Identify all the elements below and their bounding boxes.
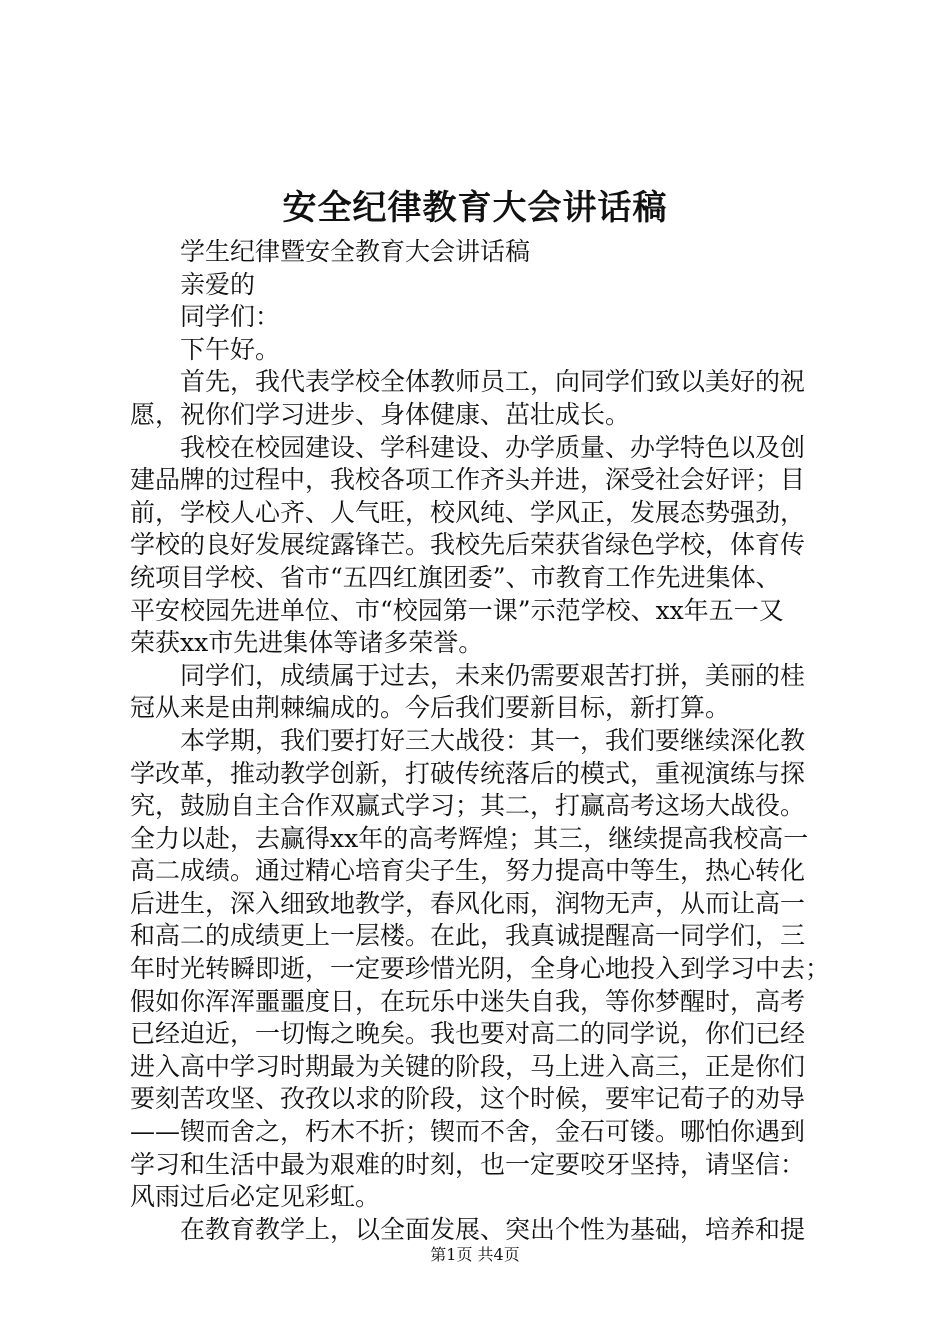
text-line: 愿，祝你们学习进步、身体健康、茁壮成长。 xyxy=(130,399,631,429)
text-line: 年时光转瞬即逝，一定要珍惜光阴，全身心地投入到学习中去； xyxy=(130,954,830,984)
text-line: ——锲而舍之，朽木不折；锲而不舍，金石可镂。哪怕你遇到 xyxy=(130,1117,806,1147)
text-line: 要刻苦攻坚、孜孜以求的阶段，这个时候，要牢记荀子的劝导 xyxy=(130,1084,806,1114)
text-line: 假如你浑浑噩噩度日，在玩乐中迷失自我，等你梦醒时，高考 xyxy=(130,986,806,1016)
text-line: 学生纪律暨安全教育大会讲话稿 xyxy=(180,237,531,266)
text-line: 本学期，我们要打好三大战役：其一，我们要继续深化教 xyxy=(180,725,806,755)
text-line: 前，学校人心齐、人气旺，校风纯、学风正，发展态势强劲， xyxy=(130,497,806,527)
text-line: 下午好。 xyxy=(180,334,281,364)
text-line: 统项目学校、省市“五四红旗团委”、市教育工作先进集体、 xyxy=(130,562,781,592)
text-line: 同学们，成绩属于过去，未来仍需要艰苦打拼，美丽的桂 xyxy=(180,660,806,690)
text-line: 后进生，深入细致地教学，春风化雨，润物无声，从而让高一 xyxy=(130,888,806,918)
text-line: 荣获xx市先进集体等诸多荣誉。 xyxy=(130,628,484,658)
text-line: 同学们： xyxy=(180,302,281,332)
text-line: 已经迫近，一切悔之晚矣。我也要对高二的同学说，你们已经 xyxy=(130,1019,806,1049)
text-line: 全力以赴，去赢得xx年的高考辉煌；其三，继续提高我校高一 xyxy=(130,823,809,853)
text-line: 学习和生活中最为艰难的时刻，也一定要咬牙坚持，请坚信： xyxy=(130,1149,806,1179)
document-body xyxy=(130,236,830,1246)
page-footer: 第1页 共4页 xyxy=(430,1245,520,1264)
document-title: 安全纪律教育大会讲话稿 xyxy=(282,188,668,228)
text-line: 亲爱的 xyxy=(180,269,256,299)
text-line: 学校的良好发展绽露锋芒。我校先后荣获省绿色学校，体育传 xyxy=(130,530,806,560)
text-line: 和高二的成绩更上一层楼。在此，我真诚提醒高一同学们，三 xyxy=(130,921,806,951)
text-line: 首先，我代表学校全体教师员工，向同学们致以美好的祝 xyxy=(180,367,806,397)
text-line: 在教育教学上，以全面发展、突出个性为基础，培养和提 xyxy=(180,1214,806,1244)
text-line: 究，鼓励自主合作双赢式学习；其二，打赢高考这场大战役。 xyxy=(130,791,806,821)
text-line: 风雨过后必定见彩虹。 xyxy=(130,1182,381,1212)
text-line: 冠从来是由荆棘编成的。今后我们要新目标，新打算。 xyxy=(130,693,731,723)
text-line: 建品牌的过程中，我校各项工作齐头并进，深受社会好评；目 xyxy=(130,465,806,495)
text-line: 学改革，推动教学创新，打破传统落后的模式，重视演练与探 xyxy=(130,758,806,788)
text-line: 高二成绩。通过精心培育尖子生，努力提高中等生，热心转化 xyxy=(130,856,806,886)
text-line: 我校在校园建设、学科建设、办学质量、办学特色以及创 xyxy=(180,432,806,462)
text-line: 进入高中学习时期最为关键的阶段，马上进入高三，正是你们 xyxy=(130,1051,806,1081)
text-line: 平安校园先进单位、市“校园第一课”示范学校、xx年五一又 xyxy=(130,595,784,625)
